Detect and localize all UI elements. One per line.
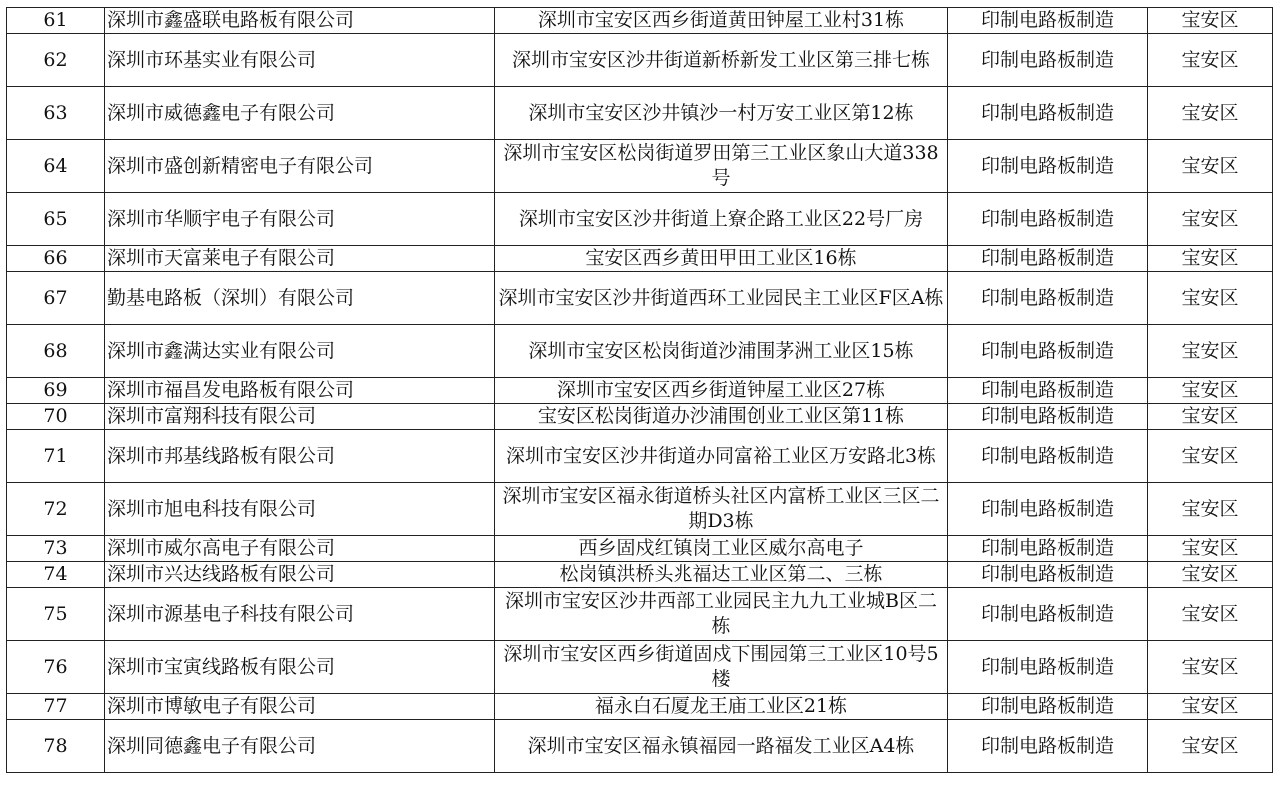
district: 宝安区 [1148,325,1273,378]
row-number: 74 [7,562,105,588]
district: 宝安区 [1148,536,1273,562]
industry: 印制电路板制造 [948,325,1148,378]
table-row [7,562,1273,588]
row-number: 76 [7,641,105,694]
row-number: 73 [7,536,105,562]
table-row [7,720,1273,773]
company-name: 深圳市威德鑫电子有限公司 [105,87,495,140]
district: 宝安区 [1148,140,1273,193]
industry: 印制电路板制造 [948,483,1148,536]
district: 宝安区 [1148,193,1273,246]
company-address: 深圳市宝安区西乡街道黄田钟屋工业村31栋 [495,8,948,34]
table-row [7,8,1273,34]
company-name: 深圳市邦基线路板有限公司 [105,430,495,483]
company-address: 深圳市宝安区沙井街道上寮企路工业区22号厂房 [495,193,948,246]
row-number: 61 [7,8,105,34]
district: 宝安区 [1148,272,1273,325]
company-name: 深圳市威尔高电子有限公司 [105,536,495,562]
district: 宝安区 [1148,34,1273,87]
industry: 印制电路板制造 [948,193,1148,246]
district: 宝安区 [1148,641,1273,694]
district: 宝安区 [1148,720,1273,773]
row-number: 67 [7,272,105,325]
industry: 印制电路板制造 [948,536,1148,562]
table-row [7,536,1273,562]
district: 宝安区 [1148,430,1273,483]
row-number: 62 [7,34,105,87]
company-name: 深圳市鑫盛联电路板有限公司 [105,8,495,34]
company-name: 深圳市鑫满达实业有限公司 [105,325,495,378]
district: 宝安区 [1148,246,1273,272]
company-name: 深圳市福昌发电路板有限公司 [105,378,495,404]
row-number: 66 [7,246,105,272]
industry: 印制电路板制造 [948,272,1148,325]
table-row [7,404,1273,430]
industry: 印制电路板制造 [948,720,1148,773]
company-name: 勤基电路板（深圳）有限公司 [105,272,495,325]
district: 宝安区 [1148,404,1273,430]
company-address: 深圳市宝安区西乡街道钟屋工业区27栋 [495,378,948,404]
row-number: 64 [7,140,105,193]
company-address: 深圳市宝安区福永街道桥头社区内富桥工业区三区二期D3栋 [495,483,948,536]
company-address: 宝安区西乡黄田甲田工业区16栋 [495,246,948,272]
company-address: 宝安区松岗街道办沙浦围创业工业区第11栋 [495,404,948,430]
row-number: 65 [7,193,105,246]
company-address: 福永白石厦龙王庙工业区21栋 [495,694,948,720]
district: 宝安区 [1148,562,1273,588]
industry: 印制电路板制造 [948,588,1148,641]
industry: 印制电路板制造 [948,430,1148,483]
district: 宝安区 [1148,8,1273,34]
company-address: 西乡固戍红镇岗工业区威尔高电子 [495,536,948,562]
row-number: 68 [7,325,105,378]
table-row [7,193,1273,246]
district: 宝安区 [1148,588,1273,641]
table-row [7,325,1273,378]
company-name: 深圳市华顺宇电子有限公司 [105,193,495,246]
row-number: 72 [7,483,105,536]
company-name: 深圳市宝寅线路板有限公司 [105,641,495,694]
company-address: 深圳市宝安区沙井西部工业园民主九九工业城B区二栋 [495,588,948,641]
company-address: 深圳市宝安区沙井街道西环工业园民主工业区F区A栋 [495,272,948,325]
company-address: 深圳市宝安区松岗街道沙浦围茅洲工业区15栋 [495,325,948,378]
row-number: 63 [7,87,105,140]
company-name: 深圳市旭电科技有限公司 [105,483,495,536]
industry: 印制电路板制造 [948,694,1148,720]
industry: 印制电路板制造 [948,246,1148,272]
row-number: 75 [7,588,105,641]
company-name: 深圳同德鑫电子有限公司 [105,720,495,773]
row-number: 70 [7,404,105,430]
table-row [7,246,1273,272]
row-number: 71 [7,430,105,483]
company-address: 深圳市宝安区沙井街道新桥新发工业区第三排七栋 [495,34,948,87]
company-name: 深圳市源基电子科技有限公司 [105,588,495,641]
company-name: 深圳市富翔科技有限公司 [105,404,495,430]
table-row [7,378,1273,404]
industry: 印制电路板制造 [948,562,1148,588]
table-row [7,483,1273,536]
industry: 印制电路板制造 [948,34,1148,87]
district: 宝安区 [1148,483,1273,536]
industry: 印制电路板制造 [948,404,1148,430]
company-address: 深圳市宝安区沙井镇沙一村万安工业区第12栋 [495,87,948,140]
company-address: 松岗镇洪桥头兆福达工业区第二、三栋 [495,562,948,588]
company-address: 深圳市宝安区福永镇福园一路福发工业区A4栋 [495,720,948,773]
company-table [6,7,1273,773]
company-name: 深圳市博敏电子有限公司 [105,694,495,720]
table-row [7,87,1273,140]
table-row [7,694,1273,720]
table-row [7,641,1273,694]
table-row [7,140,1273,193]
district: 宝安区 [1148,378,1273,404]
row-number: 78 [7,720,105,773]
company-address: 深圳市宝安区西乡街道固戍下围园第三工业区10号5楼 [495,641,948,694]
table-row [7,588,1273,641]
table-row [7,34,1273,87]
company-name: 深圳市天富莱电子有限公司 [105,246,495,272]
company-name: 深圳市兴达线路板有限公司 [105,562,495,588]
industry: 印制电路板制造 [948,641,1148,694]
industry: 印制电路板制造 [948,140,1148,193]
company-name: 深圳市环基实业有限公司 [105,34,495,87]
industry: 印制电路板制造 [948,378,1148,404]
company-address: 深圳市宝安区松岗街道罗田第三工业区象山大道338号 [495,140,948,193]
district: 宝安区 [1148,87,1273,140]
industry: 印制电路板制造 [948,8,1148,34]
district: 宝安区 [1148,694,1273,720]
company-address: 深圳市宝安区沙井街道办同富裕工业区万安路北3栋 [495,430,948,483]
row-number: 77 [7,694,105,720]
table-row [7,272,1273,325]
company-name: 深圳市盛创新精密电子有限公司 [105,140,495,193]
industry: 印制电路板制造 [948,87,1148,140]
table-row [7,430,1273,483]
row-number: 69 [7,378,105,404]
